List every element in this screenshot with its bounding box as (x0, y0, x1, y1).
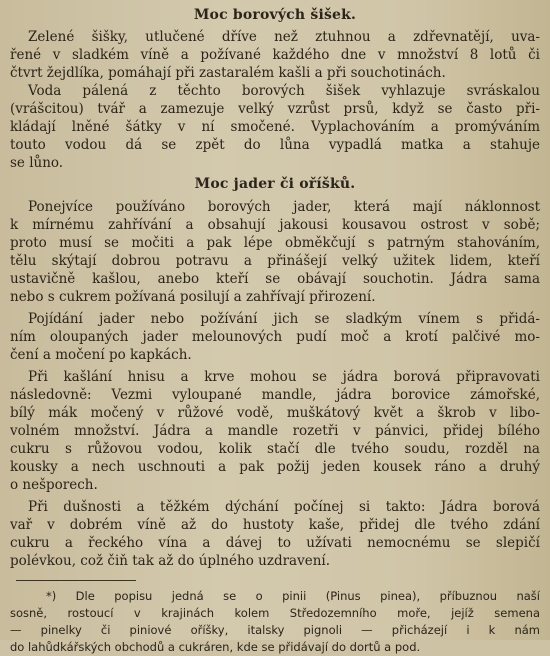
footnote (10, 588, 540, 656)
text-line: ustavičně kašlou, anebo kteří se obávají souchotin. Jádra sama (10, 271, 540, 287)
footnote-divider (16, 580, 136, 581)
text-line: cukru s růžovou vodou, kolik stačí dle tvého soudu, rozděl na (10, 441, 540, 457)
text-line: tělu skýtají dobrou potravu a přinášejí velký užitek lidem, kteří (10, 253, 540, 269)
text-line: čení a močení po kapkách. (10, 347, 192, 363)
text-line: Pojídání jader nebo požívání jich se sladkým vínem s přidá- (28, 311, 540, 327)
text-line: (vrášcitou) tvář a zamezuje velký vzrůst prsů, když se často při- (10, 101, 540, 117)
text-line: bílý mák močený v růžové vodě, muškátový květ a škrob v libo- (10, 405, 540, 421)
paragraph-2 (10, 82, 540, 172)
paragraph-5 (10, 368, 540, 494)
footnote-line: — pinelky či piniové oříšky, italsky pignoli — přicházejí i k nám (10, 623, 540, 637)
paragraph-4 (10, 310, 540, 364)
text-line: čtvrt žejdlíka, pomáhají při zastaralém kašli a při souchotinách. (10, 65, 446, 81)
footnote-line: do lahůdkářských obchodů a cukráren, kde se přidávají do dortů a pod. (10, 640, 421, 654)
text-line: polévkou, což čiň tak až do úplného uzdravení. (10, 553, 331, 569)
section-heading-pine-nuts: Moc jader či oříšků. (194, 176, 356, 192)
text-line: kládají lněné šátky v ní smočené. Vyplachováním a promýváním (10, 119, 540, 135)
text-line: se lůno. (10, 155, 64, 171)
footnote-line: *) Dle popisu jedná se o pinii (Pinus pinea), příbuznou naší (46, 589, 540, 603)
text-line: Při kašlání hnisu a krve mohou se jádra borová připravovati (28, 369, 540, 385)
text-line: kousky a nech uschnouti a pak požij jeden kousek ráno a druhý (10, 459, 540, 475)
text-line: touto vodou dá se zpět do lůna vypadlá matka a stahuje (10, 137, 540, 153)
paragraph-3 (10, 198, 540, 306)
text-line: Voda pálená z těchto borových šišek vyhlazuje svráskalou (28, 83, 540, 99)
text-line: následovně: Vezmi vyloupané mandle, jádra borovice zámořské, (10, 387, 540, 403)
text-line: proto musí se močiti a pak lépe obměkčují s patrným stahováním, (10, 235, 540, 251)
text-line: řené v sladkém víně a požívané každého dne v množství 8 lotů či (10, 47, 540, 63)
text-line: vař v dobrém víně až do hustoty kaše, přidej dle tvého zdání (10, 517, 540, 533)
text-line: Při dušnosti a těžkém dýchání počínej si takto: Jádra borová (28, 499, 540, 515)
text-line: nebo s cukrem požívaná posilují a zahřívají přirození. (10, 289, 376, 305)
text-line: k mírnému zahřívání a obsahují jakousi kousavou ostrost v sobě; (10, 217, 540, 233)
text-line: cukru a řeckého vína a dávej to užívati nemocnému se slepičí (10, 535, 540, 551)
text-line: Zelené šišky, utlučené dříve než ztuhnou a zdřevnatějí, uva- (28, 29, 540, 45)
text-line: o nešporech. (10, 477, 98, 493)
text-line: ním oloupaných jader melounových pudí moč a krotí palčivé mo- (10, 329, 540, 345)
section-heading-pine-cones: Moc borových šišek. (193, 7, 357, 23)
text-line: Ponejvíce používáno borových jader, která mají náklonnost (28, 199, 540, 215)
paragraph-6 (10, 498, 540, 570)
footnote-line: sosně, rostoucí v krajinách kolem Středozemního moře, jejíž semena (10, 606, 540, 620)
text-line: volném množství. Jádra a mandle rozetři v pánvici, přidej bílého (10, 423, 540, 439)
paragraph-1 (10, 28, 540, 82)
